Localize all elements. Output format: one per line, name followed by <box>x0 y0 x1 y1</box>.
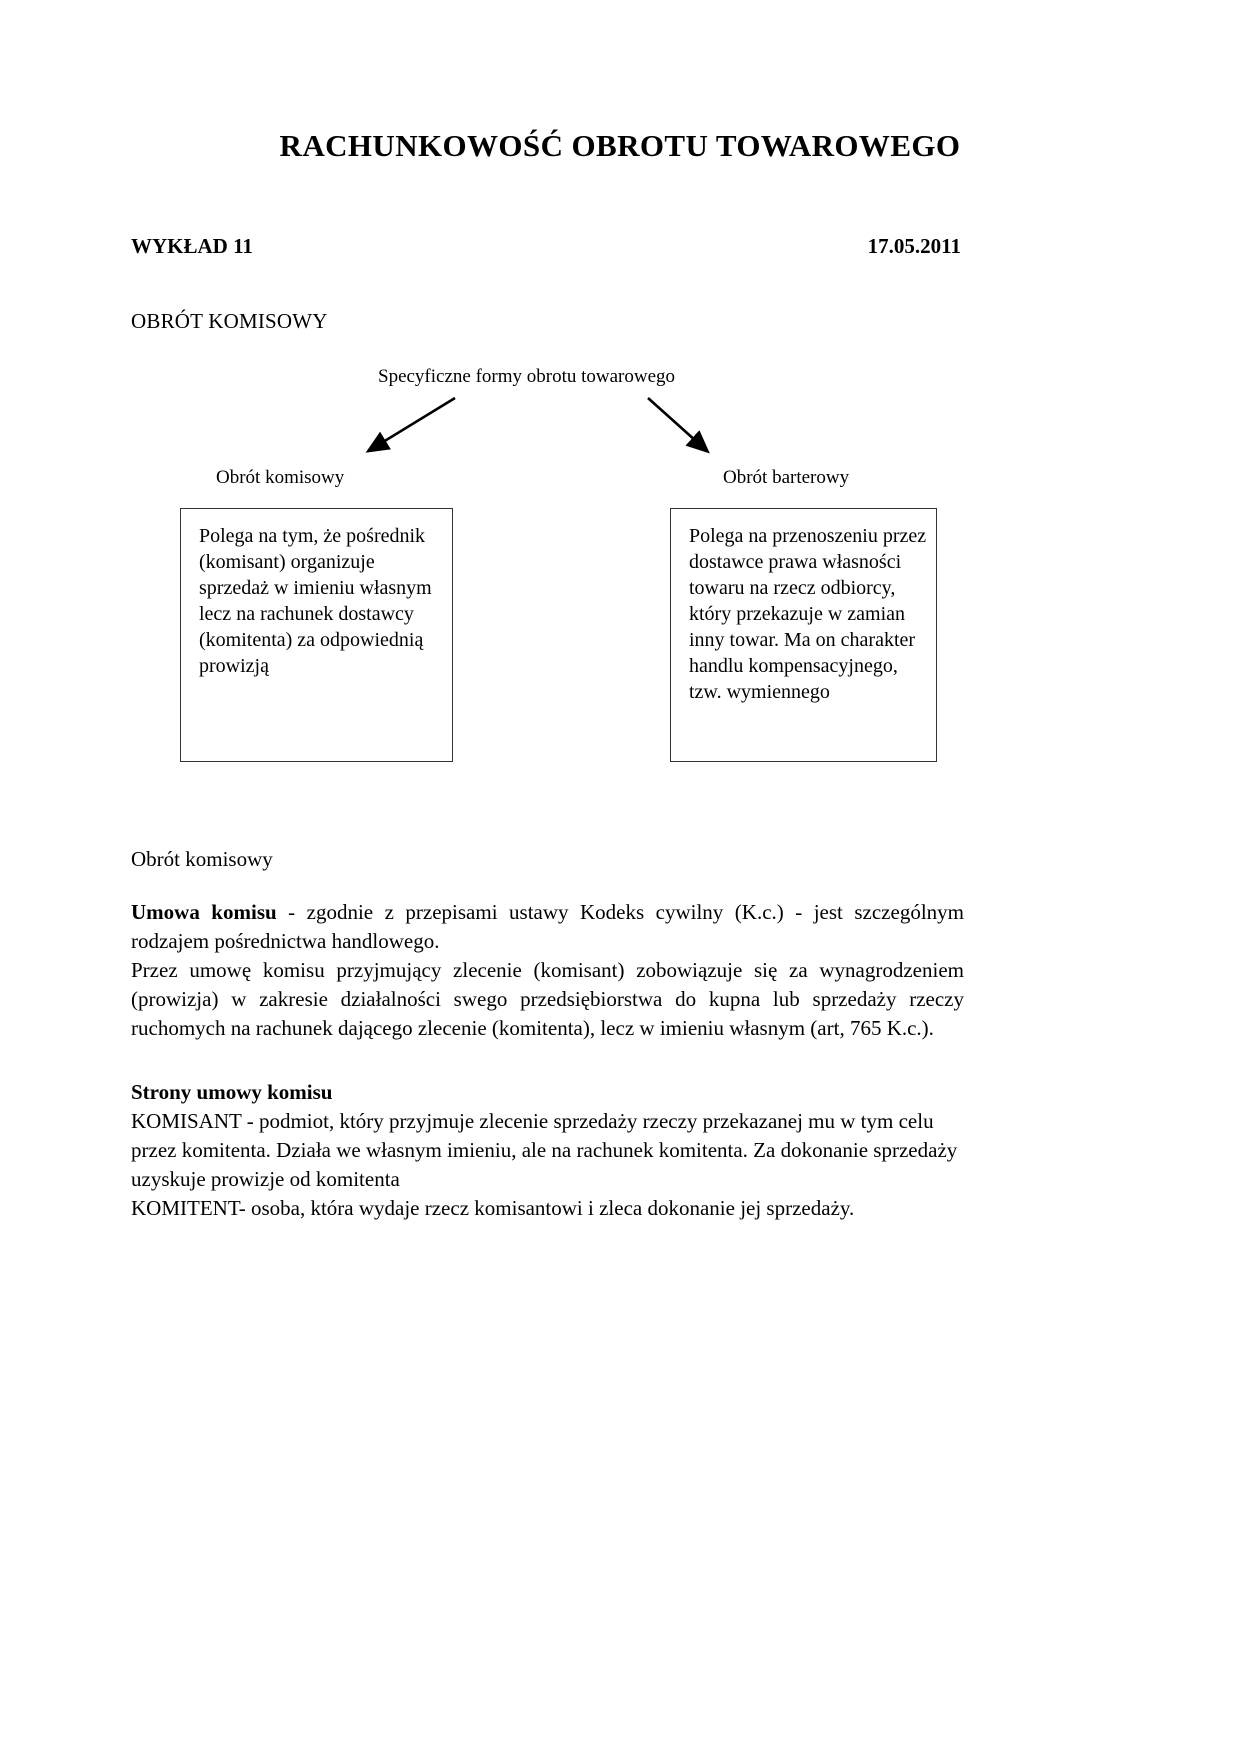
arrow-to-komisowy <box>370 398 455 450</box>
strony-umowy-heading-text: Strony umowy komisu <box>131 1080 333 1104</box>
umowa-komisu-rest: - zgodnie z przepisami ustawy Kodeks cywilny (K.c.) - jest szczególnym rodzajem pośrednictwa handlowego. <box>131 900 964 953</box>
lecture-number: WYKŁAD 11 <box>131 234 253 258</box>
komitent-definition: KOMITENT- osoba, która wydaje rzecz komisantowi i zleca dokonanie jej sprzedaży. <box>131 1196 855 1220</box>
branch-box-komisowy-text: Polega na tym, że pośrednik (komisant) organizuje sprzedaż w imieniu własnym lecz na rachunek dostawcy (komitenta) za odpowiednią prowizją <box>199 525 432 677</box>
section-heading: OBRÓT KOMISOWY <box>131 309 328 333</box>
strony-umowy-heading <box>131 1078 964 1107</box>
body-lead-line <box>131 845 964 874</box>
lead-line-text: Obrót komisowy <box>131 847 273 871</box>
paragraph-przez-umowe <box>131 956 964 1043</box>
lecture-date: 17.05.2011 <box>867 234 961 258</box>
paragraph-strony-umowy <box>131 1107 964 1223</box>
page-title: RACHUNKOWOŚĆ OBROTU TOWAROWEGO <box>279 128 961 163</box>
komisant-definition: KOMISANT - podmiot, który przyjmuje zlecenie sprzedaży rzeczy przekazanej mu w tym celu przez komitenta. Działa we własnym imieniu, ale na rachunek komitenta. Za dokonanie sprzedaży uzyskuje prowizje od komitenta <box>131 1109 958 1191</box>
branch-label-komisowy: Obrót komisowy <box>216 467 345 488</box>
paragraph-umowa-komisu <box>131 898 964 956</box>
umowa-komisu-term: Umowa komisu <box>131 900 277 924</box>
branch-box-barterowy-text: Polega na przenoszeniu przez dostawce prawa własności towaru na rzecz odbiorcy, który przekazuje w zamian inny towar. Ma on charakter handlu kompensacyjnego, tzw. wymiennego <box>689 525 927 703</box>
lecture-header <box>131 234 961 259</box>
diagram-root-label: Specyficzne formy obrotu towarowego <box>378 366 676 387</box>
umowa-komisu-paragraph <box>131 898 964 956</box>
arrow-to-barterowy <box>648 398 706 450</box>
forms-of-trade-diagram <box>0 350 1240 780</box>
branch-label-barterowy: Obrót barterowy <box>723 467 850 488</box>
branch-box-barterowy <box>670 508 937 762</box>
branch-box-komisowy <box>180 508 453 762</box>
przez-umowe-paragraph: Przez umowę komisu przyjmujący zlecenie (komisant) zobowiązuje się za wynagrodzeniem (prowizja) w zakresie działalności swego przedsiębiorstwa do kupna lub sprzedaży rzeczy ruchomych na rachunek dającego zlecenie (komitenta), lecz w imieniu własnym (art, 765 K.c.). <box>131 958 964 1040</box>
